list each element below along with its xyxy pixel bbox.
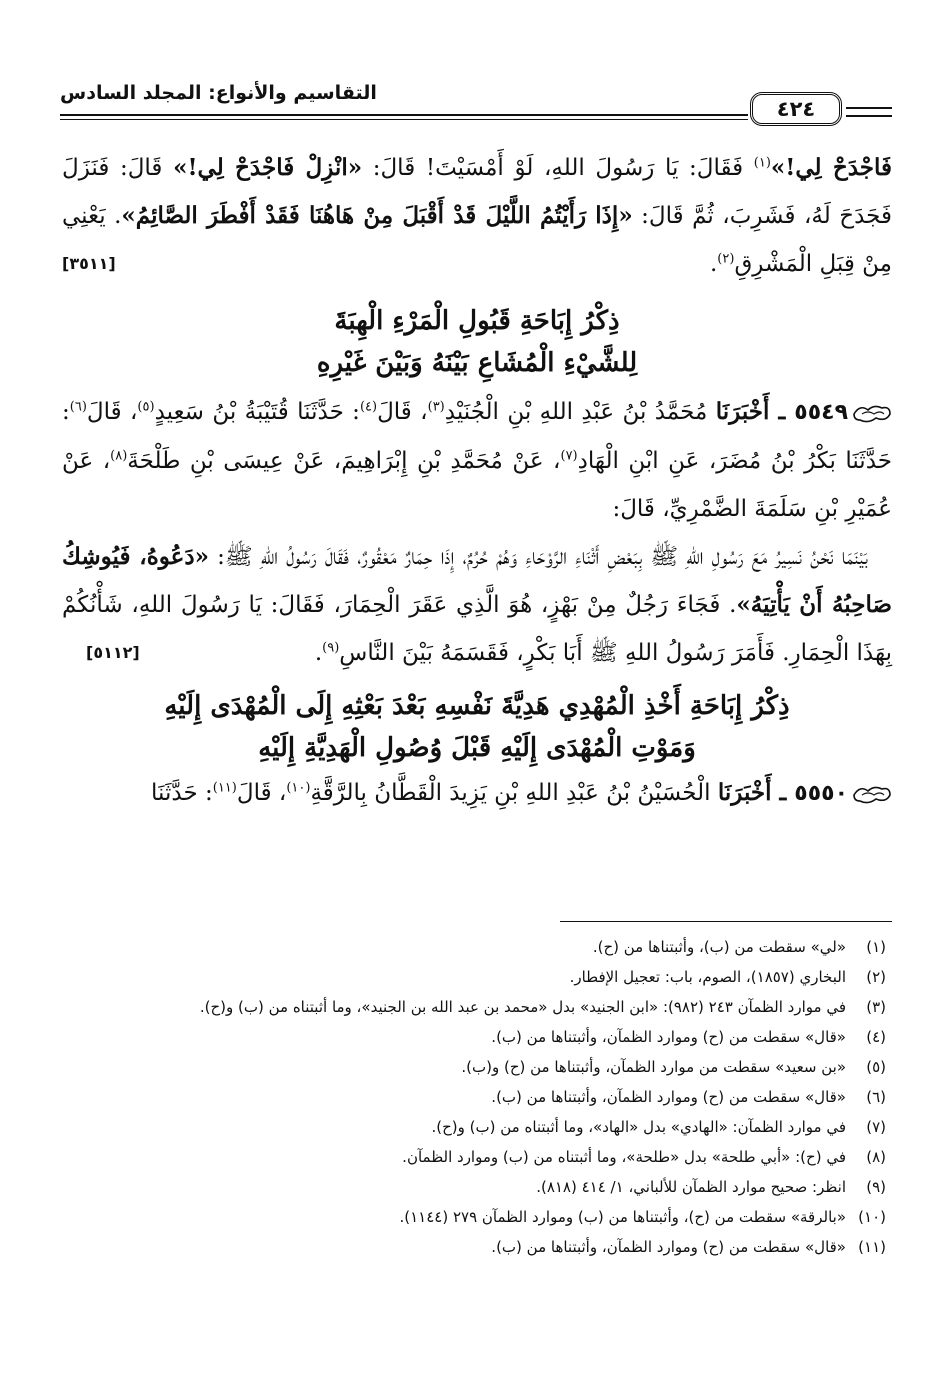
footnote-text: «قال» سقطت من (ح) وموارد الظمآن، وأثبتناها من (ب). [491, 1028, 846, 1046]
text-run: ، قَالَ [86, 399, 138, 425]
section-title [62, 300, 892, 384]
footnote-ref[interactable]: (٧) [560, 448, 578, 464]
footnote-text: انظر: صحيح موارد الظمآن للألباني، ١/ ٤١٤ (٨١٨). [536, 1178, 846, 1196]
text-run: ، قَالَ [377, 399, 428, 425]
running-title: التقاسيم والأنواع: المجلد السادس [60, 82, 377, 104]
footnote [66, 1022, 886, 1052]
page-header [60, 82, 892, 122]
footnote-text: البخاري (١٨٥٧)، الصوم، باب: تعجيل الإفطار. [569, 968, 846, 986]
footnote [66, 1232, 886, 1262]
footnote-text: في موارد الظمآن ٢٤٣ (٩٨٢): «ابن الجنيد» بدل «محمد بن عبد الله بن الجنيد»، وما أثبتناه من (ب) و(ح). [199, 998, 846, 1016]
prophet-speech: «دَعُوهُ، فَيُوشِكُ صَاحِبُهُ أَنْ يَأْتِيَهُ» [62, 543, 892, 618]
footnote [66, 1052, 886, 1082]
text-run: مُحَمَّدُ بْنُ عَبْدِ اللهِ بْنِ الْجُنَيْدِ [444, 399, 716, 425]
hadith-number: ٥٥٥٠ [794, 781, 848, 806]
text-run: . [314, 640, 323, 666]
text-run: الْحُسَيْنُ بْنُ عَبْدِ اللهِ بْنِ يَزِيدَ الْقَطَّانُ بِالرَّقَّةِ [310, 780, 718, 806]
footnote [66, 962, 886, 992]
text-run: : حَدَّثَنَا [151, 780, 213, 806]
section-title-line: ذِكْرُ إِبَاحَةِ أَخْذِ الْمُهْدِي هَدِيَّةَ نَفْسِهِ بَعْدَ بَعْثِهِ إِلَى الْمُهْدَى إِلَيْهِ [164, 691, 790, 721]
footnote-text: «بن سعيد» سقطت من موارد الظمآن، وأثبتناها من (ح) و(ب). [461, 1058, 846, 1076]
footnote-number: (١٠) [858, 1208, 886, 1226]
footnote-number: (١) [866, 938, 886, 956]
prophet-speech: فَاجْدَحْ لِي!» [770, 154, 893, 181]
footnote-number: (٣) [866, 998, 886, 1016]
footnote-ref[interactable]: (١) [753, 155, 771, 171]
dash: ـ [771, 779, 795, 806]
hadith-marker-icon [852, 402, 892, 424]
footnote [66, 1142, 886, 1172]
hadith-isnad [62, 388, 892, 533]
prophet-speech: «انْزِلْ فَاجْدَحْ لِي!» [173, 154, 363, 181]
section-title-line: ذِكْرُ إِبَاحَةِ قَبُولِ الْمَرْءِ الْهِبَةَ [334, 306, 620, 336]
footnote-number: (٩) [866, 1178, 886, 1196]
text-run: ، عَنْ مُحَمَّدِ بْنِ إِبْرَاهِيمَ، عَنْ عِيسَى بْنِ طَلْحَةَ [127, 448, 561, 474]
footnote-text: في (ح): «أبي طلحة» بدل «طلحة»، وما أثبتناه من (ب) وموارد الظمآن. [402, 1148, 846, 1166]
footnote-ref[interactable]: (٥) [137, 399, 155, 415]
dash: ـ [769, 398, 795, 425]
text-run: . يَعْنِي مِنْ قِبَلِ الْمَشْرِقِ [62, 203, 892, 277]
text-run: : حَدَّثَنَا بَكْرُ بْنُ مُضَرَ، عَنِ ابْنِ الْهَادِ [62, 399, 893, 474]
hadith-marker-icon [852, 783, 892, 805]
footnote-ref[interactable]: (٩) [322, 640, 340, 656]
footnote-number: (٢) [866, 968, 886, 986]
text-run: . [709, 251, 718, 277]
main-text [62, 144, 892, 818]
footnote-number: (٧) [866, 1118, 886, 1136]
text-run: فَقَالَ: يَا رَسُولَ اللهِ، لَوْ أَمْسَيْتَ! قَالَ: [362, 155, 754, 181]
footnote [66, 992, 886, 1022]
akhbarana: أَخْبَرَنَا [715, 398, 770, 425]
footnote [66, 932, 886, 962]
paragraph-continuation [62, 144, 892, 288]
footnote-ref[interactable]: (٦) [69, 399, 87, 415]
page-number: ٤٢٤ [750, 92, 842, 126]
section-title [62, 685, 892, 769]
hadith-isnad [62, 769, 892, 818]
footnote-text: في موارد الظمآن: «الهادي» بدل «الهاد»، وما أثبتناه من (ب) و(ح). [431, 1118, 846, 1136]
hadith-reference: [٥١١٢] [86, 643, 140, 662]
footnote-separator [560, 921, 892, 922]
prophet-speech: «إِذَا رَأَيْتُمُ اللَّيْلَ قَدْ أَقْبَلَ مِنْ هَاهُنَا فَقَدْ أَفْطَرَ الصَّائِمُ» [121, 202, 633, 229]
footnotes [66, 932, 886, 1262]
footnote-ref[interactable]: (١١) [212, 780, 237, 796]
text-run: : حَدَّثَنَا قُتَيْبَةُ بْنُ سَعِيدٍ [154, 399, 360, 425]
header-rule-thin [60, 119, 748, 120]
footnote-text: «بالرقة» سقطت من (ح)، وأثبتناها من (ب) وموارد الظمآن ٢٧٩ (١١٤٤). [399, 1208, 846, 1226]
hadith-matn [62, 533, 892, 677]
text-run: ، قَالَ [236, 780, 287, 806]
text-run: قَالَ: فَنَزَلَ فَجَدَحَ لَهُ، فَشَرِبَ، ثُمَّ قَالَ: [62, 155, 893, 229]
footnote [66, 1202, 886, 1232]
footnote-ref[interactable]: (٢) [717, 251, 735, 267]
footnote [66, 1172, 886, 1202]
footnote-text: «قال» سقطت من (ح) وموارد الظمآن، وأثبتناها من (ب). [491, 1088, 846, 1106]
footnote-number: (٤) [866, 1028, 886, 1046]
footnote-number: (٦) [866, 1088, 886, 1106]
hadith-reference: [٣٥١١] [62, 254, 116, 273]
hadith-number: ٥٥٤٩ [794, 400, 848, 425]
text-run: ، عَنْ عُمَيْرِ بْنِ سَلَمَةَ الضَّمْرِيِّ، قَالَ: [62, 448, 892, 522]
page-number-ornament [846, 107, 892, 117]
header-rule [60, 114, 748, 116]
text-run: . فَجَاءَ رَجُلٌ مِنْ بَهْزٍ، هُوَ الَّذِي عَقَرَ الْحِمَارَ، فَقَالَ: يَا رَسُولَ اللهِ، شَأْنُكُمْ بِهَذَا الْحِمَارِ. فَأَمَرَ رَسُولُ اللهِ ﷺ أَبَا بَكْرٍ، فَقَسَمَهُ بَيْنَ النَّاسِ [62, 592, 892, 666]
section-title-line: وَمَوْتِ الْمُهْدَى إِلَيْهِ قَبْلَ وُصُولِ الْهَدِيَّةِ إِلَيْهِ [258, 733, 696, 763]
footnote [66, 1112, 886, 1142]
footnote-ref[interactable]: (٨) [110, 448, 128, 464]
footnote [66, 1082, 886, 1112]
footnote-number: (١١) [858, 1238, 886, 1256]
section-title-line: لِلشَّيْءِ الْمُشَاعِ بَيْنَهُ وَبَيْنَ غَيْرِهِ [316, 348, 638, 378]
footnote-text: «قال» سقطت من (ح) وموارد الظمآن، وأثبتناها من (ب). [491, 1238, 846, 1256]
footnote-ref[interactable]: (١٠) [286, 780, 311, 796]
akhbarana: أَخْبَرَنَا [717, 779, 772, 806]
footnote-number: (٨) [866, 1148, 886, 1166]
footnote-ref[interactable]: (٤) [359, 399, 378, 415]
text-run: بَيْنَمَا نَحْنُ نَسِيرُ مَعَ رَسُولِ اللهِ ﷺ بِبَعْضِ أَثْنَاءِ الرَّوْحَاءِ وَهُمْ حُرُمٌ، إِذَا حِمَارٌ مَعْقُورٌ، فَقَالَ رَسُولُ اللهِ ﷺ: [209, 544, 868, 570]
footnote-text: «لي» سقطت من (ب)، وأثبتناها من (ح). [592, 938, 846, 956]
footnote-ref[interactable]: (٣) [427, 399, 445, 415]
footnote-number: (٥) [866, 1058, 886, 1076]
